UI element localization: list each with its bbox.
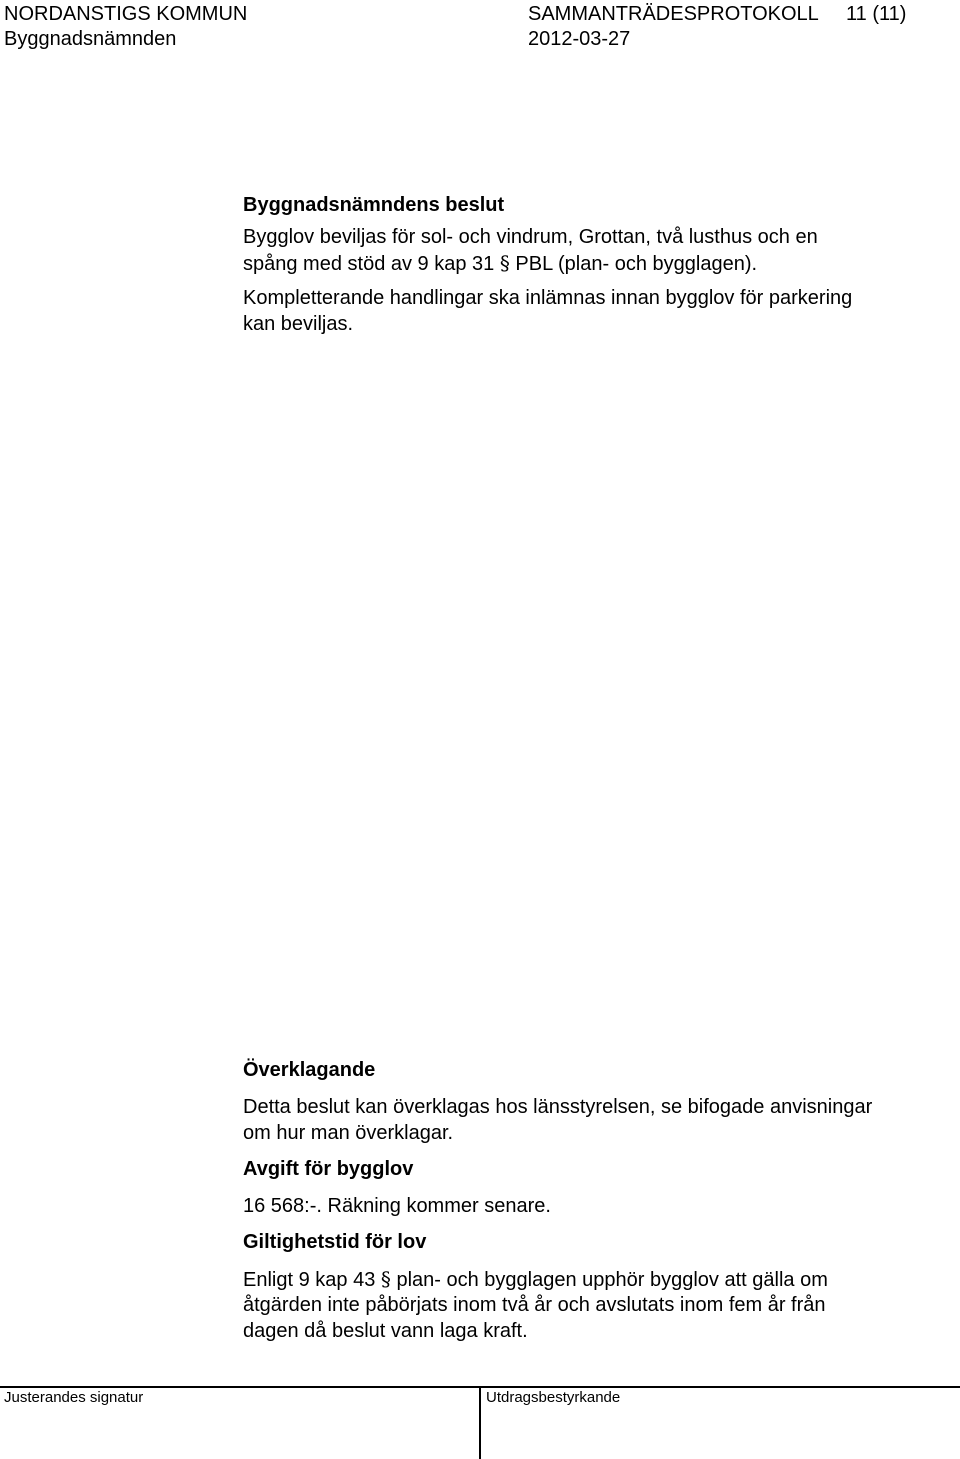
validity-heading: Giltighetstid för lov xyxy=(243,1231,427,1253)
decision-line-4: kan beviljas. xyxy=(243,313,354,335)
decision-line-2-before: spång med stöd av 9 kap 31 xyxy=(243,253,495,275)
certification-label: Utdragsbestyrkande xyxy=(486,1389,621,1406)
section-sign: § xyxy=(499,251,510,275)
decision-line-1: Bygglov beviljas för sol- och vindrum, Grottan, två lusthus och en xyxy=(243,226,818,248)
validity-line-1-before: Enligt 9 kap 43 xyxy=(243,1269,376,1291)
committee-name: Byggnadsnämnden xyxy=(4,28,177,50)
decision-heading: Byggnadsnämndens beslut xyxy=(243,194,505,216)
protocol-title: SAMMANTRÄDESPROTOKOLL xyxy=(528,3,819,25)
fee-text: 16 568:-. Räkning kommer senare. xyxy=(243,1195,551,1217)
validity-line-3: dagen då beslut vann laga kraft. xyxy=(243,1320,528,1342)
validity-line-1-after: plan- och bygglagen upphör bygglov att gälla om xyxy=(396,1269,828,1291)
appeal-line-2: om hur man överklagar. xyxy=(243,1122,454,1144)
decision-line-3: Kompletterande handlingar ska inlämnas innan bygglov för parkering xyxy=(243,287,853,309)
meeting-date: 2012-03-27 xyxy=(528,28,631,50)
fee-heading: Avgift för bygglov xyxy=(243,1158,414,1180)
validity-line-1 xyxy=(243,1266,828,1293)
decision-line-2 xyxy=(243,250,757,277)
appeal-heading: Överklagande xyxy=(243,1059,376,1081)
appeal-line-1: Detta beslut kan överklagas hos länsstyrelsen, se bifogade anvisningar xyxy=(243,1096,873,1118)
signature-label: Justerandes signatur xyxy=(4,1389,144,1406)
page-number: 11 (11) xyxy=(846,3,907,25)
footer-column-divider xyxy=(479,1386,481,1459)
validity-line-2: åtgärden inte påbörjats inom två år och avslutats inom fem år från xyxy=(243,1294,826,1316)
section-sign: § xyxy=(380,1267,391,1291)
municipality-name: NORDANSTIGS KOMMUN xyxy=(4,3,248,25)
decision-line-2-after: PBL (plan- och bygglagen). xyxy=(515,253,758,275)
